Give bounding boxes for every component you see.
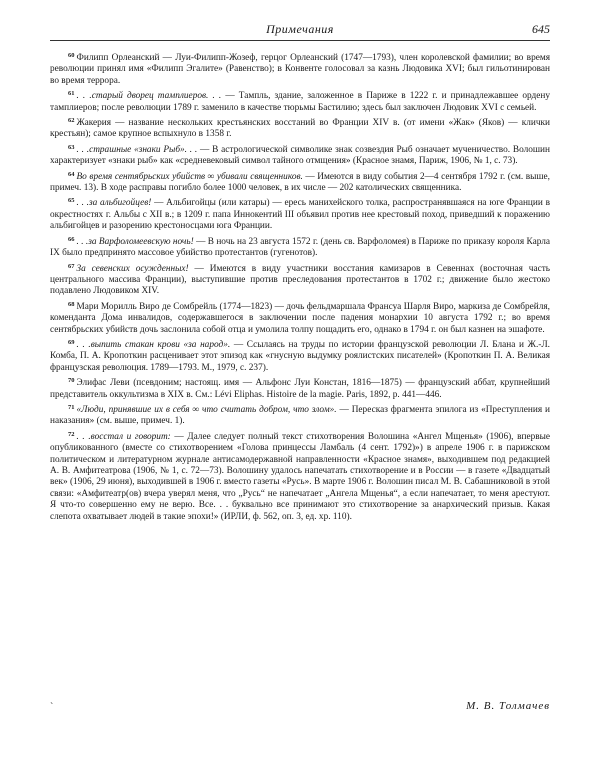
- note-lemma: Во время сентябрьских убийств ∞ убивали священников.: [76, 171, 303, 182]
- note-text: — Ссылаясь на труды по истории французской революции Л. Блана и Ж.-Л. Комба, П. А. Кропоткин расценивает этот эпизод как «гнусную выдумку роялистских писателей» (Кропоткин П. А. Великая французская революция. 1789—1793. М., 1979, с. 237).: [50, 339, 550, 373]
- note-text: Филипп Орлеанский — Луи-Филипп-Жозеф, герцог Орлеанский (1747—1793), член королевской фамилии; во время революции принял имя «Филипп Эгалите» (Равенство); в Конвенте голосовал за казнь Людовика XVI; был гильотинирован во время террора.: [50, 53, 550, 86]
- note-text: — В астрологической символике знак созвездия Рыб означает мученичество. Волошин характеризует «знаки рыб» как «средневековый символ тайного отмщения» (Красное знамя, Париж, 1906, № 1, с. 73).: [50, 144, 550, 167]
- note-number: 72: [68, 430, 75, 438]
- note-63: [50, 142, 550, 168]
- note-lemma: . . .за Варфоломеевскую ночь!: [76, 236, 194, 247]
- note-lemma: . . .страшные «знаки Рыб». . .: [76, 144, 198, 155]
- note-number: 61: [68, 90, 75, 98]
- note-lemma: За севенских осужденных!: [76, 263, 189, 274]
- note-text: — Тампль, здание, заложенное в Париже в 1222 г. и принадлежавшее ордену тамплиеров; после революции 1789 г. заменило в качестве тюрьмы Бастилию; здесь был заключен Людовик XVI с семьей.: [50, 91, 550, 113]
- note-60: [50, 50, 550, 87]
- header-rule: [50, 40, 550, 41]
- footer-mark: `: [50, 702, 54, 713]
- page-number: 645: [532, 22, 550, 36]
- note-number: 66: [68, 235, 75, 243]
- note-number: 62: [68, 117, 75, 125]
- note-71: [50, 402, 550, 428]
- note-text: — Далее следует полный текст стихотворения Волошина «Ангел Мщенья» (1906), впервые опубликованного (вместе со стихотворением «Голова принцессы Ламбаль (4 сент. 1792)») в апреле 1906 г. в парижском политическом и литературном журнале антисамодержавной направленности «Красное знамя», выходившем под редакцией А. В. Амфитеатрова (1906, № 1, с. 72—73). Волошину удалось напечатать стихотворение и в России — в газете «Двадцатый век» (1906, 29 июня), выходившей в 1906 г. вместо газеты «Русь». В марте 1906 г. Волошин писал М. В. Сабашниковой в этой связи: «Амфитеатр(ов) вчера уверял меня, что „Русь“ не напечатает „Ангела Мщенья“, а если напечатает, то меня арестуют. Я что-то совершенно ему не верю. Все. . . буквально все принимают это стихотворение за анархический призыв. Какая слепота охватывает людей в такие эпохи!» (ИРЛИ, ф. 562, оп. 3, ед. хр. 110).: [50, 431, 550, 522]
- note-68: [50, 299, 550, 336]
- note-text: — Пересказ фрагмента эпилога из «Преступления и наказания» (см. выше, примеч. 1).: [50, 404, 550, 427]
- note-text: Жакерия — название нескольких крестьянских восстаний во Франции XIV в. (от имени «Жак» (Яков) — клички крестьян); самое крупное вспыхнуло в 1358 г.: [50, 118, 550, 140]
- note-text: — Альбигойцы (или катары) — ересь манихейского толка, распространявшаяся на юге Франции в окрестностях г. Альбы с XII в.; в 1209 г. папа Иннокентий III объявил против нее крестовый поход, приведший к поражению альбигойцев и разорению крестоносцами юга Франции.: [50, 198, 550, 232]
- note-number: 71: [68, 403, 75, 411]
- note-lemma: . . .выпить стакан крови «за народ».: [76, 339, 231, 350]
- note-text: — В ночь на 23 августа 1572 г. (день св. Варфоломея) в Париже по приказу короля Карла IX было предпринято массовое убийство протестантов (гугенотов).: [50, 236, 550, 259]
- note-text: — Имеются в виду события 2—4 сентября 1792 г. (см. выше, примеч. 13). В ходе расправы погибло более 1000 человек, в их числе — 202 католических священника.: [50, 171, 551, 194]
- note-text: Элифас Леви (псевдоним; настоящ. имя — Альфонс Луи Констан, 1816—1875) — французский аббат, крупнейший представитель оккультизма в XIX в. См.: Lévi Eliphas. Histoire de la magie. Paris, 1892, p. 441—446.: [50, 378, 550, 400]
- note-65: [50, 195, 550, 232]
- note-67: [50, 261, 550, 298]
- author-signature: М. В. Толмачев: [466, 700, 550, 712]
- note-lemma: «Люди, принявшие их в себя ∞ что считать добром, что злом».: [76, 404, 337, 415]
- notes-list: [50, 50, 550, 524]
- note-number: 65: [68, 197, 75, 205]
- note-70: [50, 375, 550, 401]
- note-64: [50, 169, 550, 195]
- note-72: [50, 429, 550, 523]
- note-number: 63: [68, 143, 75, 151]
- note-lemma: . . .старый дворец тамплиеров. . .: [76, 91, 222, 102]
- note-text: — Имеются в виду участники восстания камизаров в Севеннах (восточная часть центрального массива Франции), выступившие против преследования протестантов в 1702 г.; движение было жестоко подавлено Людовиком XIV.: [50, 263, 551, 297]
- note-number: 69: [68, 338, 75, 346]
- note-text: Мари Морилль Виро де Сомбрейль (1774—1823) — дочь фельдмаршала Франсуа Шарля Виро, маркиза де Сомбрейля, коменданта Дома инвалидов, содержавшегося в заключении после падения монархии 10 августа 1792 г.; во время сентябрьских убийств дочь заслонила собой отца и умолила толпу пощадить его, однако в 1794 г. он был казнен на эшафоте.: [50, 301, 550, 335]
- section-title: Примечания: [266, 22, 334, 36]
- note-number: 68: [68, 300, 75, 308]
- note-number: 64: [68, 170, 75, 178]
- note-62: [50, 115, 550, 141]
- note-lemma: . . .восстал и говорит:: [76, 431, 171, 442]
- note-number: 67: [68, 262, 75, 270]
- note-lemma: . . .за альбигойцев!: [76, 198, 152, 209]
- running-head: [50, 22, 550, 40]
- note-number: 60: [68, 52, 75, 59]
- note-number: 70: [68, 377, 75, 385]
- note-69: [50, 337, 550, 374]
- note-61: [50, 88, 550, 114]
- note-66: [50, 234, 550, 260]
